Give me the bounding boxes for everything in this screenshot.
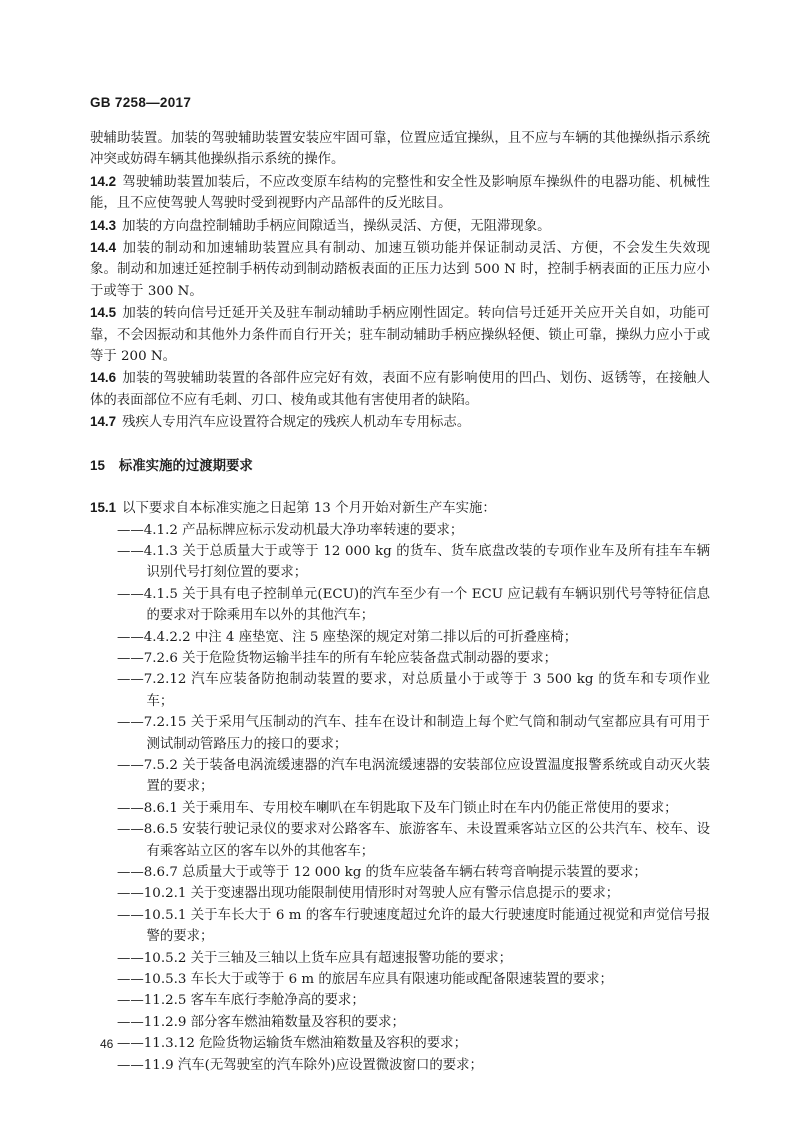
clause-text: 加装的驾驶辅助装置的各部件应完好有效，表面不应有影响使用的凹凸、划伤、返锈等，在接触人体的表面部位不应有毛刺、刃口、棱角或其他有害使用者的缺陷。 — [90, 371, 710, 408]
clause-list — [90, 171, 710, 434]
requirement-item: ——11.2.5 客车车底行李舱净高的要求； — [117, 993, 365, 1009]
requirement-item: ——7.2.15 关于采用气压制动的汽车、挂车在设计和制造上每个贮气筒和制动气室都应具有可用于测试制动管路压力的接口的要求； — [117, 715, 710, 752]
clause-number: 15.1 — [90, 500, 117, 516]
clause-paragraph — [90, 411, 710, 433]
requirement-item: ——7.2.12 汽车应装备防抱制动装置的要求，对总质量小于或等于 3 500 kg 的货车和专项作业车； — [117, 672, 710, 709]
intro-paragraph: 驶辅助装置。加装的驾驶辅助装置安装应牢固可靠，位置应适宜操纵，且不应与车辆的其他操纵指示系统冲突或妨碍车辆其他操纵指示系统的操作。 — [90, 131, 710, 168]
clause-number: 14.4 — [90, 240, 117, 256]
clause-paragraph — [90, 171, 710, 215]
clause-paragraph — [90, 237, 710, 302]
requirement-item: ——7.5.2 关于装备电涡流缓速器的汽车电涡流缓速器的安装部位应设置温度报警系统或自动灭火装置的要求； — [117, 757, 710, 795]
clause-number: 14.3 — [90, 217, 117, 233]
requirement-item: ——10.2.1 关于变速器出现功能限制使用情形时对驾驶人应有警示信息提示的要求； — [117, 886, 620, 902]
clause-text: 驾驶辅助装置加装后，不应改变原车结构的完整性和安全性及影响原车操纵件的电器功能、机械性能，且不应使驾驶人驾驶时受到视野内产品部件的反光眩目。 — [90, 174, 710, 212]
clause-text: 加装的方向盘控制辅助手柄应间隙适当，操纵灵活、方便，无阻滞现象。 — [122, 218, 551, 234]
requirement-item: ——4.1.5 关于具有电子控制单元(ECU)的汽车至少有一个 ECU 应记载有车辆识别代号等特征信息的要求对于除乘用车以外的其他汽车； — [117, 586, 710, 624]
requirement-item: ——10.5.1 关于车长大于 6 m 的客车行驶速度超过允许的最大行驶速度时能通过视觉和声觉信号报警的要求； — [117, 907, 710, 945]
section-heading — [90, 455, 710, 476]
clause-paragraph — [90, 367, 710, 411]
clause-text: 加装的制动和加速辅助装置应具有制动、加速互锁功能并保证制动灵活、方便，不会发生失效现象。制动和加速迁延控制手柄传动到制动踏板表面的正压力达到 500 N 时，控制手柄表面的正压力应小于或等于 300 N。 — [90, 241, 710, 299]
requirement-item: ——8.6.5 安装行驶记录仪的要求对公路客车、旅游客车、未设置乘客站立区的公共汽车、校车、设有乘客站立区的客车以外的其他客车； — [117, 822, 710, 859]
clause-number: 14.6 — [90, 370, 117, 386]
requirement-item: ——11.3.12 危险货物运输货车燃油箱数量及容积的要求； — [117, 1036, 467, 1052]
requirement-item: ——11.2.9 部分客车燃油箱数量及容积的要求； — [117, 1014, 405, 1030]
requirement-item: ——8.6.7 总质量大于或等于 12 000 kg 的货车应装备车辆右转弯音响提示装置的要求； — [117, 865, 647, 880]
requirement-item: ——4.4.2.2 中注 4 座垫宽、注 5 座垫深的规定对第二排以后的可折叠座椅； — [117, 629, 578, 645]
section-title: 标准实施的过渡期要求 — [118, 457, 253, 473]
standard-code-header: GB 7258—2017 — [90, 95, 192, 110]
clause-number: 14.7 — [90, 414, 117, 430]
page-number: 46 — [100, 1037, 114, 1051]
requirement-list — [90, 520, 710, 1077]
clause-text: 以下要求自本标准实施之日起第 13 个月开始对新生产车实施： — [122, 501, 496, 517]
requirement-item: ——4.1.3 关于总质量大于或等于 12 000 kg 的货车、货车底盘改装的专项作业车及所有挂车车辆识别代号打刻位置的要求； — [117, 543, 710, 581]
requirement-item: ——7.2.6 关于危险货物运输半挂车的所有车轮应装备盘式制动器的要求； — [117, 650, 558, 666]
clause-number: 14.5 — [90, 305, 117, 321]
section-number: 15 — [90, 457, 105, 473]
requirement-item: ——8.6.1 关于乘用车、专用校车喇叭在车钥匙取下及车门锁止时在车内仍能正常使用的要求； — [117, 800, 678, 816]
clause-15-1 — [90, 497, 710, 519]
clause-paragraph — [90, 215, 710, 237]
clause-number: 14.2 — [90, 173, 117, 189]
requirement-item: ——11.9 汽车(无驾驶室的汽车除外)应设置微波窗口的要求； — [117, 1057, 483, 1073]
page-content — [90, 128, 710, 1076]
requirement-item: ——4.1.2 产品标牌应标示发动机最大净功率转速的要求； — [117, 522, 464, 538]
requirement-item: ——10.5.2 关于三轴及三轴以上货车应具有超速报警功能的要求； — [117, 950, 513, 966]
clause-text: 加装的转向信号迁延开关及驻车制动辅助手柄应刚性固定。转向信号迁延开关应开关自如，功能可靠，不会因振动和其他外力条件而自行开关；驻车制动辅助手柄应操纵轻便、锁止可靠，操纵力应小于或等于 200 N。 — [90, 306, 710, 365]
requirement-item: ——10.5.3 车长大于或等于 6 m 的旅居车应具有限速功能或配备限速装置的要求； — [117, 972, 613, 988]
clause-paragraph — [90, 302, 710, 367]
clause-text: 残疾人专用汽车应设置符合规定的残疾人机动车专用标志。 — [122, 415, 471, 431]
